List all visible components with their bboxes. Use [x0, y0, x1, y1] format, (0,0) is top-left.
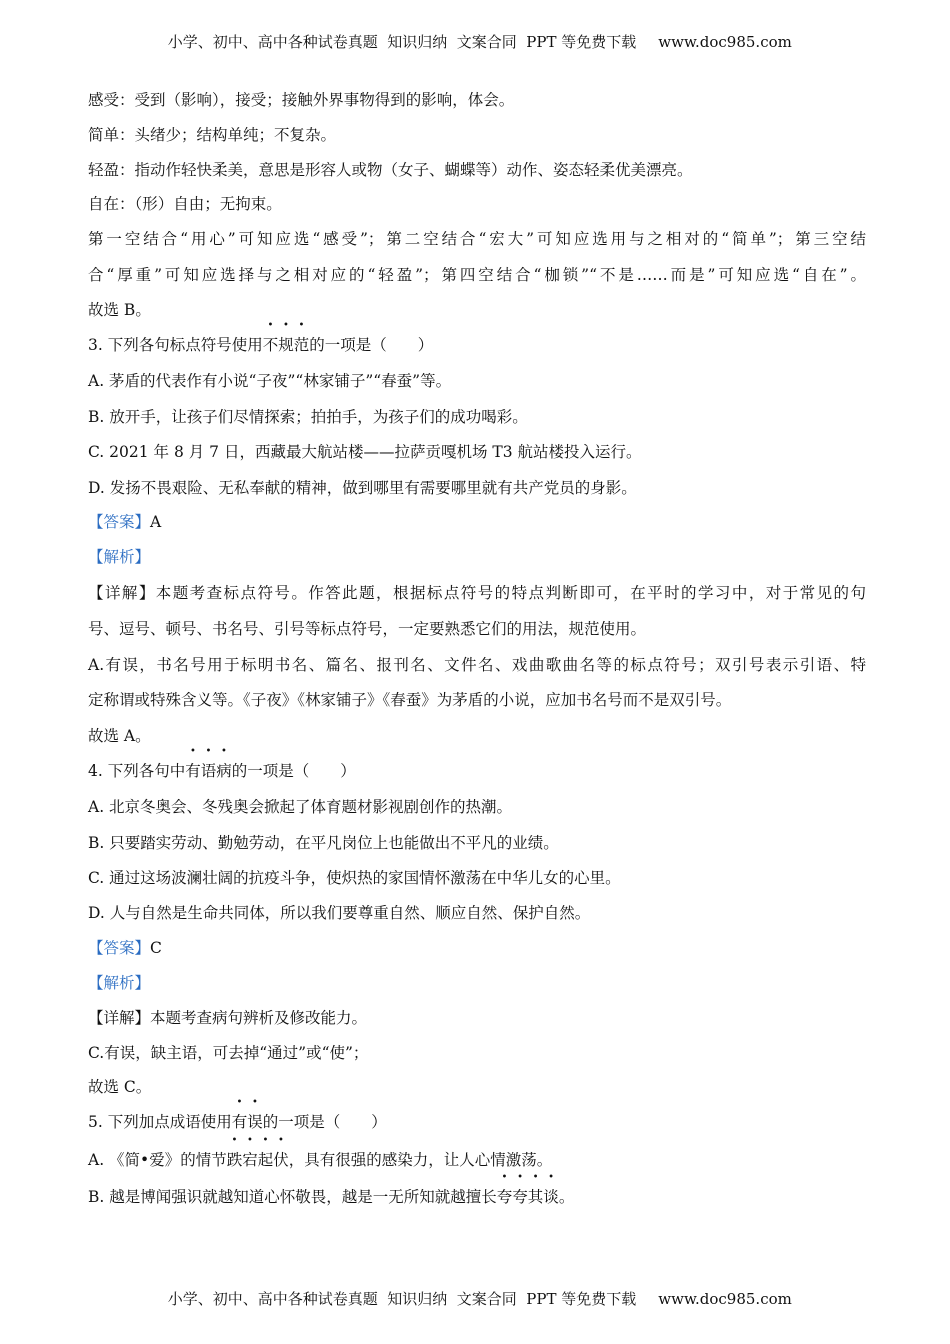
q3-stem [88, 334, 433, 356]
q5-stem-text: 5. 下列加点成语使用 [88, 1113, 232, 1131]
q4-option-b: B. 只要踏实劳动、勤勉劳动，在平凡岗位上也能做出不平凡的业绩。 [88, 834, 559, 852]
q5-option-b-text: B. 越是博闻强识就越知道心怀敬畏，越是一无所知就越擅长 [88, 1188, 497, 1206]
q5-option-a-text: A. 《简•爱》的情节 [88, 1151, 227, 1169]
header-site-link[interactable]: www.doc985.com [658, 33, 792, 51]
q5-option-b-tail: 。 [558, 1188, 575, 1206]
q5-idiom-char: 宕 [242, 1151, 258, 1169]
q4-stem-tail: 的一项是（ ） [231, 762, 356, 780]
detail-text: 本题考查病句辨析及修改能力。 [150, 1009, 368, 1027]
answer-value: A [150, 513, 162, 531]
q4-emphasis-char: 语 [200, 762, 217, 780]
q3-detail-line-2: 号、逗号、顿号、书名号、引号等标点符号，一定要熟悉它们的用法，规范使用。 [88, 620, 647, 638]
q4-choose: 故选 C。 [88, 1078, 152, 1096]
q3-stem-text: 3. 下列各句标点符号使用 [88, 336, 263, 354]
def-qingying: 轻盈：指动作轻快柔美，意思是形容人或物（女子、蝴蝶等）动作、姿态轻柔优美漂亮。 [88, 161, 693, 179]
page-footer [0, 1270, 950, 1309]
q5-idiom-char: 其 [527, 1188, 544, 1206]
q3-option-c: C. 2021 年 8 月 7 日，西藏最大航站楼——拉萨贡嘎机场 T3 航站楼投入运行。 [88, 443, 642, 461]
q4-option-c: C. 通过这场波澜壮阔的抗疫斗争，使炽热的家国情怀激荡在中华儿女的心里。 [88, 869, 621, 887]
header-text: 小学、初中、高中各种试卷真题 知识归纳 文案合同 PPT 等免费下载 [167, 33, 637, 51]
q5-stem [88, 1111, 387, 1133]
q5-idiom-char: 跌 [226, 1151, 243, 1169]
def-choose: 故选 B。 [88, 301, 151, 319]
def-ganshou: 感受：受到（影响），接受；接触外界事物得到的影响，体会。 [88, 91, 515, 109]
def-analysis-line-2: 合“厚重”可知应选择与之相对应的“轻盈”；第四空结合“枷锁”“不是……而是”可知应选“自在”。 [88, 266, 866, 284]
q5-idiom-char: 夸 [496, 1188, 513, 1206]
answer-value: C [150, 939, 162, 957]
q5-emphasis-char: 有 [231, 1113, 248, 1131]
detail-tag: 【详解】 [88, 584, 156, 602]
q5-option-a [88, 1149, 552, 1171]
detail-text: 本题考查标点符号。作答此题，根据标点符号的特点判断即可，在平时的学习中，对于常见的句 [155, 584, 866, 602]
detail-tag: 【详解】 [88, 1009, 151, 1027]
q5-option-a-tail: ，具有很强的感染力，让人心情激荡。 [288, 1151, 553, 1169]
q3-emphasis-char: 范 [293, 336, 310, 354]
q3-detail-line-1 [88, 582, 866, 604]
q5-idiom-char: 夸 [512, 1188, 528, 1206]
page-header [0, 13, 950, 52]
q3-option-a: A. 茅盾的代表作有小说“子夜”“林家铺子”“春蚕”等。 [88, 372, 452, 390]
footer-site-link[interactable]: www.doc985.com [658, 1290, 792, 1308]
q3-emphasis-char: 不 [262, 336, 279, 354]
q4-detail-line-1 [88, 1007, 367, 1029]
q3-option-b: B. 放开手，让孩子们尽情探索；拍拍手，为孩子们的成功喝彩。 [88, 408, 528, 426]
def-jiandan: 简单：头绪少；结构单纯；不复杂。 [88, 126, 337, 144]
q4-analysis-tag: 【解析】 [88, 974, 151, 992]
q4-emphasis-char: 有 [185, 762, 201, 780]
footer-text: 小学、初中、高中各种试卷真题 知识归纳 文案合同 PPT 等免费下载 [167, 1290, 637, 1308]
def-analysis-line-1: 第一空结合“用心”可知应选“感受”；第二空结合“宏大”可知应选用与之相对的“简单”；第三空结 [88, 230, 866, 248]
q5-stem-tail: 的一项是（ ） [262, 1113, 387, 1131]
q5-idiom-char: 谈 [543, 1188, 559, 1206]
q3-answer [88, 511, 161, 533]
q3-detail-line-3: A.有误，书名号用于标明书名、篇名、报刊名、文件名、戏曲歌曲名等的标点符号；双引号表示引语、特 [88, 656, 866, 674]
q3-emphasis-char: 规 [278, 336, 294, 354]
q3-analysis-tag: 【解析】 [88, 548, 151, 566]
q4-stem [88, 760, 356, 782]
q5-idiom-char: 伏 [273, 1151, 289, 1169]
q3-option-d: D. 发扬不畏艰险、无私奉献的精神，做到哪里有需要哪里就有共产党员的身影。 [88, 479, 637, 497]
answer-tag: 【答案】 [88, 939, 151, 957]
q4-answer [88, 937, 162, 959]
q5-option-b [88, 1186, 574, 1208]
answer-tag: 【答案】 [88, 513, 151, 531]
q4-emphasis-char: 病 [216, 762, 232, 780]
def-zizai: 自在：（形）自由；无拘束。 [88, 195, 282, 213]
q4-stem-text: 4. 下列各句中 [88, 762, 186, 780]
q4-detail-line-2: C.有误，缺主语，可去掉“通过”或“使”； [88, 1044, 369, 1062]
q5-idiom-char: 起 [257, 1151, 274, 1169]
q3-detail-line-4: 定称谓或特殊含义等。《子夜》《林家铺子》《春蚕》为茅盾的小说，应加书名号而不是双引号。 [88, 691, 732, 709]
q4-option-a: A. 北京冬奥会、冬残奥会掀起了体育题材影视剧创作的热潮。 [88, 798, 513, 816]
q3-choose: 故选 A。 [88, 727, 151, 745]
q5-emphasis-char: 误 [247, 1113, 263, 1131]
q3-stem-tail: 的一项是（ ） [309, 336, 434, 354]
q4-option-d: D. 人与自然是生命共同体，所以我们要尊重自然、顺应自然、保护自然。 [88, 904, 591, 922]
